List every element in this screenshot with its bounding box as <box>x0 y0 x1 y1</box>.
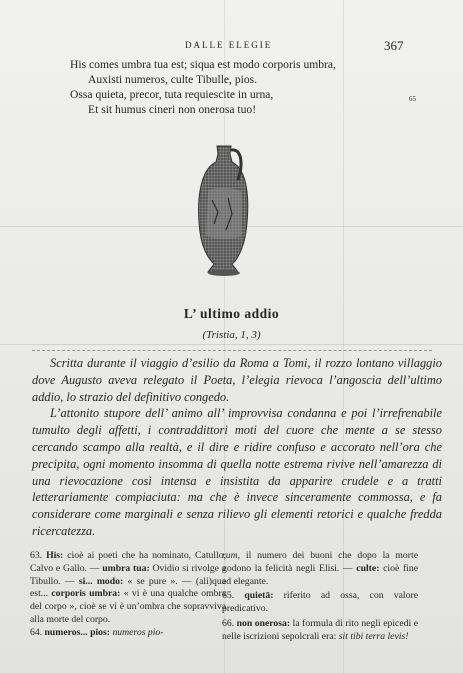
verse-line: Et sit humus cineri non onerosa tuo! <box>88 103 257 116</box>
latin-verses <box>70 57 390 117</box>
footnotes-left-column <box>30 550 226 640</box>
section-title: L’ ultimo addio <box>183 306 280 321</box>
running-header: DALLE ELEGIE <box>185 40 273 50</box>
footnote-64-continued: rum, il numero dei buoni che dopo la morte godono la felicità negli Elisi. — culte: cioè fine ed elegante. <box>222 550 419 587</box>
section-reference: (Tristia, 1, 3) <box>202 329 261 341</box>
verse-line: His comes umbra tua est; siqua est modo corporis umbra, <box>70 58 336 71</box>
intro-paragraph: L’attonito stupore dell’ animo all’ improvvisa condanna e poi l’irrefrenabile tumulto degli affetti, i contraddittori moti del cuore che mente a se stesso cercando scampo alla realtà, e il dire e ridire confuso e accorato nell’ora che precipita, ogni momento insomma di quella notte estrema rivive nell’amarezza di una rievocazione così intensa e insistita da apparire crudele e a tratti letterariamente compiaciuta: ma che è invece sinceramente commossa, e fa considerare come marginali e senza rilievo gli elementi retorici e qualche fredda ricercatezza. <box>32 406 442 538</box>
verse-line-number: 65 <box>409 95 416 103</box>
footnote-66: 66. non onerosa: la formula di rito negli epicedi e nelle iscrizioni sepolcrali era: sit tibi terra levis! <box>222 617 418 642</box>
footnote-64: 64. numeros... pios: numeros pio- <box>30 626 164 638</box>
verse-line: Ossa quieta, precor, tuta requiescite in urna, <box>70 88 274 101</box>
footnotes-right-column <box>222 550 418 644</box>
amphora-illustration <box>188 140 260 280</box>
fold-line <box>0 344 463 345</box>
verse-line: Auxisti numeros, culte Tibulle, pios. <box>88 73 258 86</box>
footnote-63: 63. His: cioè ai poeti che ha nominato, Catullo, Calvo e Gallo. — umbra tua: Ovidio si rivolge a Tibullo. — si... modo: « se pure ». — (ali)qua est... corporis umbra: « vi è una qualche ombra del corpo », cioè se vi è un’ombra che sopravviva alla morte del corpo. <box>30 550 227 625</box>
divider <box>32 350 432 352</box>
intro-text <box>32 355 442 540</box>
footnote-65: 65. quietā: riferito ad ossa, con valore predicativo. <box>222 590 418 615</box>
intro-paragraph: Scritta durante il viaggio d’esilio da Roma a Tomi, il rozzo lontano villaggio dove Augusto aveva relegato il Poeta, l’elegia rievoca l’angoscia dell’ultimo addio, lo strazio del definitivo congedo. <box>32 356 442 404</box>
page-number: 367 <box>384 38 404 53</box>
